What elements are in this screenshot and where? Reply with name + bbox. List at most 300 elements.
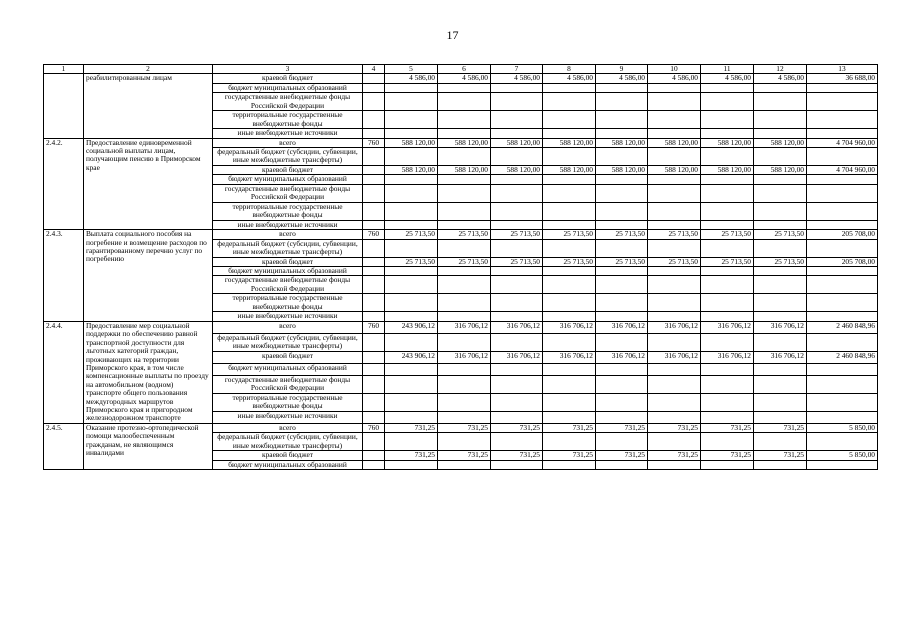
value-cell: 25 713,50 (438, 230, 491, 239)
value-cell: 2 460 848,96 (807, 351, 878, 363)
value-cell (701, 111, 754, 129)
value-cell: 5 850,00 (807, 423, 878, 432)
value-cell: 731,25 (754, 451, 807, 460)
measure-number: 2.4.2. (44, 138, 84, 230)
value-cell (701, 148, 754, 166)
value-cell (385, 83, 438, 92)
code-cell: 760 (363, 321, 385, 333)
value-cell (648, 239, 701, 257)
column-number: 3 (213, 65, 363, 74)
value-cell (491, 276, 543, 294)
value-cell: 731,25 (701, 423, 754, 432)
value-cell: 5 850,00 (807, 451, 878, 460)
value-cell: 588 120,00 (648, 166, 701, 175)
value-cell (543, 312, 596, 321)
value-cell (543, 363, 596, 375)
measure-name: Предоставление единовременной социальной выплаты лицам, получающим пенсию в Приморском крае (84, 138, 213, 230)
value-cell (385, 111, 438, 129)
value-cell: 588 120,00 (385, 166, 438, 175)
funding-source: бюджет муниципальных образований (213, 460, 363, 469)
value-cell (596, 294, 648, 312)
funding-source: краевой бюджет (213, 351, 363, 363)
code-cell (363, 148, 385, 166)
value-cell (807, 294, 878, 312)
value-cell (701, 239, 754, 257)
code-cell (363, 220, 385, 229)
value-cell (648, 312, 701, 321)
value-cell: 4 586,00 (596, 74, 648, 83)
value-cell (596, 175, 648, 184)
value-cell (385, 276, 438, 294)
table-row (44, 74, 878, 83)
value-cell (438, 202, 491, 220)
value-cell: 25 713,50 (491, 257, 543, 266)
value-cell (438, 184, 491, 202)
value-cell: 4 704 960,00 (807, 166, 878, 175)
value-cell: 25 713,50 (543, 230, 596, 239)
value-cell (385, 411, 438, 423)
value-cell (701, 411, 754, 423)
value-cell (596, 111, 648, 129)
value-cell (438, 93, 491, 111)
value-cell: 731,25 (385, 423, 438, 432)
value-cell: 316 706,12 (543, 351, 596, 363)
value-cell: 25 713,50 (596, 257, 648, 266)
value-cell (701, 129, 754, 138)
value-cell (491, 433, 543, 451)
value-cell: 731,25 (648, 451, 701, 460)
value-cell: 731,25 (701, 451, 754, 460)
value-cell (596, 312, 648, 321)
value-cell: 731,25 (491, 423, 543, 432)
value-cell (648, 363, 701, 375)
value-cell: 731,25 (438, 451, 491, 460)
funding-source: государственные внебюджетные фонды Российской Федерации (213, 93, 363, 111)
value-cell (807, 375, 878, 393)
code-cell (363, 433, 385, 451)
code-cell (363, 276, 385, 294)
column-number: 7 (491, 65, 543, 74)
funding-source: всего (213, 423, 363, 432)
value-cell: 316 706,12 (754, 351, 807, 363)
value-cell (385, 148, 438, 166)
value-cell: 243 906,12 (385, 351, 438, 363)
value-cell (385, 175, 438, 184)
value-cell (438, 111, 491, 129)
value-cell (543, 148, 596, 166)
value-cell (596, 375, 648, 393)
table-row (44, 138, 878, 147)
value-cell (701, 460, 754, 469)
value-cell (438, 267, 491, 276)
value-cell (543, 294, 596, 312)
value-cell (648, 411, 701, 423)
value-cell: 731,25 (754, 423, 807, 432)
value-cell (438, 83, 491, 92)
value-cell (648, 433, 701, 451)
value-cell: 731,25 (438, 423, 491, 432)
value-cell (491, 312, 543, 321)
value-cell (543, 276, 596, 294)
value-cell (596, 333, 648, 351)
value-cell (596, 93, 648, 111)
value-cell: 243 906,12 (385, 321, 438, 333)
value-cell (701, 393, 754, 411)
value-cell (543, 267, 596, 276)
code-cell (363, 166, 385, 175)
value-cell (754, 267, 807, 276)
value-cell (438, 239, 491, 257)
value-cell (385, 433, 438, 451)
value-cell (754, 239, 807, 257)
value-cell (701, 83, 754, 92)
value-cell (807, 333, 878, 351)
value-cell (596, 411, 648, 423)
budget-table (43, 64, 878, 470)
value-cell (754, 83, 807, 92)
funding-source: территориальные государственные внебюджетные фонды (213, 294, 363, 312)
value-cell (491, 267, 543, 276)
value-cell (807, 93, 878, 111)
value-cell: 4 704 960,00 (807, 138, 878, 147)
value-cell (648, 294, 701, 312)
value-cell: 4 586,00 (543, 74, 596, 83)
funding-source: иные внебюджетные источники (213, 411, 363, 423)
value-cell (807, 148, 878, 166)
value-cell: 588 120,00 (491, 138, 543, 147)
value-cell (438, 411, 491, 423)
value-cell (438, 220, 491, 229)
column-number: 12 (754, 65, 807, 74)
value-cell (543, 129, 596, 138)
value-cell (438, 460, 491, 469)
column-number: 8 (543, 65, 596, 74)
value-cell: 731,25 (543, 451, 596, 460)
value-cell (807, 184, 878, 202)
value-cell (807, 363, 878, 375)
code-cell (363, 411, 385, 423)
value-cell: 25 713,50 (491, 230, 543, 239)
code-cell (363, 393, 385, 411)
value-cell: 316 706,12 (648, 351, 701, 363)
value-cell (491, 294, 543, 312)
funding-source: краевой бюджет (213, 257, 363, 266)
measure-number: 2.4.3. (44, 230, 84, 322)
value-cell (807, 411, 878, 423)
measure-number: 2.4.5. (44, 423, 84, 469)
value-cell (385, 184, 438, 202)
value-cell (754, 111, 807, 129)
value-cell (754, 393, 807, 411)
value-cell: 25 713,50 (385, 257, 438, 266)
value-cell: 316 706,12 (491, 351, 543, 363)
value-cell (701, 294, 754, 312)
code-cell: 760 (363, 138, 385, 147)
value-cell (754, 175, 807, 184)
funding-source: краевой бюджет (213, 451, 363, 460)
table-row (44, 230, 878, 239)
value-cell (754, 202, 807, 220)
funding-source: территориальные государственные внебюджетные фонды (213, 393, 363, 411)
value-cell (648, 202, 701, 220)
value-cell (701, 363, 754, 375)
value-cell (438, 175, 491, 184)
value-cell (543, 83, 596, 92)
value-cell: 731,25 (491, 451, 543, 460)
code-cell (363, 460, 385, 469)
value-cell: 588 120,00 (701, 138, 754, 147)
code-cell (363, 451, 385, 460)
value-cell (701, 202, 754, 220)
value-cell (596, 148, 648, 166)
value-cell (807, 111, 878, 129)
value-cell (754, 460, 807, 469)
value-cell: 731,25 (385, 451, 438, 460)
value-cell: 316 706,12 (491, 321, 543, 333)
value-cell (543, 239, 596, 257)
code-cell (363, 74, 385, 83)
value-cell: 588 120,00 (596, 138, 648, 147)
value-cell (754, 375, 807, 393)
value-cell (648, 184, 701, 202)
value-cell (543, 333, 596, 351)
value-cell (543, 433, 596, 451)
value-cell (701, 433, 754, 451)
value-cell: 588 120,00 (648, 138, 701, 147)
funding-source: бюджет муниципальных образований (213, 267, 363, 276)
value-cell (491, 333, 543, 351)
value-cell: 205 708,00 (807, 230, 878, 239)
value-cell (754, 276, 807, 294)
value-cell (701, 276, 754, 294)
value-cell (807, 175, 878, 184)
value-cell (491, 202, 543, 220)
column-number: 2 (84, 65, 213, 74)
column-number: 5 (385, 65, 438, 74)
value-cell (596, 433, 648, 451)
funding-source: бюджет муниципальных образований (213, 175, 363, 184)
value-cell (438, 333, 491, 351)
value-cell: 731,25 (648, 423, 701, 432)
value-cell: 588 120,00 (754, 138, 807, 147)
code-cell (363, 351, 385, 363)
value-cell (491, 239, 543, 257)
value-cell: 588 120,00 (754, 166, 807, 175)
value-cell (807, 393, 878, 411)
funding-source: иные внебюджетные источники (213, 220, 363, 229)
funding-source: иные внебюджетные источники (213, 129, 363, 138)
value-cell: 2 460 848,96 (807, 321, 878, 333)
value-cell (438, 312, 491, 321)
funding-source: федеральный бюджет (субсидии, субвенции, иные межбюджетные трансферты) (213, 148, 363, 166)
value-cell (438, 294, 491, 312)
table-row (44, 321, 878, 333)
value-cell (385, 239, 438, 257)
value-cell (543, 375, 596, 393)
value-cell (648, 83, 701, 92)
funding-source: государственные внебюджетные фонды Российской Федерации (213, 184, 363, 202)
value-cell: 4 586,00 (701, 74, 754, 83)
value-cell (807, 239, 878, 257)
value-cell (491, 129, 543, 138)
column-number-row (44, 65, 878, 74)
measure-name: Оказание протезно-ортопедической помощи малообеспеченным гражданам, не являющимся инвалидами (84, 423, 213, 469)
value-cell (491, 220, 543, 229)
value-cell (491, 111, 543, 129)
value-cell (701, 333, 754, 351)
value-cell (438, 148, 491, 166)
value-cell (701, 184, 754, 202)
code-cell (363, 111, 385, 129)
column-number: 11 (701, 65, 754, 74)
value-cell (701, 267, 754, 276)
code-cell (363, 129, 385, 138)
value-cell (385, 375, 438, 393)
funding-source: территориальные государственные внебюджетные фонды (213, 111, 363, 129)
value-cell (543, 202, 596, 220)
value-cell (491, 93, 543, 111)
value-cell (385, 129, 438, 138)
value-cell: 4 586,00 (438, 74, 491, 83)
value-cell: 25 713,50 (701, 257, 754, 266)
value-cell (807, 276, 878, 294)
code-cell (363, 184, 385, 202)
value-cell: 588 120,00 (543, 166, 596, 175)
value-cell (385, 202, 438, 220)
value-cell (648, 333, 701, 351)
funding-source: государственные внебюджетные фонды Российской Федерации (213, 276, 363, 294)
value-cell: 316 706,12 (754, 321, 807, 333)
value-cell: 25 713,50 (385, 230, 438, 239)
code-cell (363, 202, 385, 220)
value-cell (385, 333, 438, 351)
value-cell (596, 363, 648, 375)
measure-number: 2.4.4. (44, 321, 84, 423)
funding-source: территориальные государственные внебюджетные фонды (213, 202, 363, 220)
value-cell (807, 83, 878, 92)
value-cell (385, 363, 438, 375)
funding-source: государственные внебюджетные фонды Российской Федерации (213, 375, 363, 393)
value-cell (754, 220, 807, 229)
value-cell: 4 586,00 (385, 74, 438, 83)
value-cell (596, 460, 648, 469)
value-cell (701, 220, 754, 229)
value-cell (648, 375, 701, 393)
value-cell (543, 111, 596, 129)
value-cell (438, 129, 491, 138)
value-cell (807, 433, 878, 451)
value-cell (543, 393, 596, 411)
value-cell (807, 312, 878, 321)
value-cell (701, 175, 754, 184)
value-cell: 4 586,00 (648, 74, 701, 83)
value-cell: 731,25 (596, 423, 648, 432)
table-row (44, 423, 878, 432)
funding-source: краевой бюджет (213, 166, 363, 175)
value-cell (754, 184, 807, 202)
value-cell (648, 175, 701, 184)
funding-source: всего (213, 321, 363, 333)
column-number: 13 (807, 65, 878, 74)
value-cell: 205 708,00 (807, 257, 878, 266)
value-cell: 25 713,50 (596, 230, 648, 239)
value-cell (438, 363, 491, 375)
column-number: 6 (438, 65, 491, 74)
value-cell: 588 120,00 (438, 166, 491, 175)
code-cell (363, 294, 385, 312)
value-cell (438, 276, 491, 294)
value-cell (438, 393, 491, 411)
code-cell: 760 (363, 423, 385, 432)
value-cell: 25 713,50 (754, 230, 807, 239)
value-cell: 588 120,00 (701, 166, 754, 175)
value-cell (754, 93, 807, 111)
measure-name: Выплата социального пособия на погребение и возмещение расходов по гарантированному перечню услуг по погребению (84, 230, 213, 322)
funding-source: иные внебюджетные источники (213, 312, 363, 321)
value-cell: 25 713,50 (438, 257, 491, 266)
value-cell (701, 93, 754, 111)
value-cell: 25 713,50 (754, 257, 807, 266)
value-cell (543, 184, 596, 202)
value-cell (491, 363, 543, 375)
value-cell: 588 120,00 (491, 166, 543, 175)
value-cell (543, 220, 596, 229)
value-cell (754, 312, 807, 321)
value-cell (648, 93, 701, 111)
page-number: 17 (446, 28, 459, 42)
value-cell: 588 120,00 (543, 138, 596, 147)
value-cell (385, 393, 438, 411)
value-cell (648, 129, 701, 138)
funding-source: всего (213, 230, 363, 239)
value-cell (491, 460, 543, 469)
funding-source: федеральный бюджет (субсидии, субвенции, иные межбюджетные трансферты) (213, 333, 363, 351)
value-cell (648, 460, 701, 469)
value-cell (385, 267, 438, 276)
value-cell: 316 706,12 (701, 351, 754, 363)
value-cell (596, 202, 648, 220)
value-cell: 316 706,12 (596, 351, 648, 363)
value-cell (596, 184, 648, 202)
value-cell: 25 713,50 (543, 257, 596, 266)
measure-name: реабилитированным лицам (84, 74, 213, 138)
code-cell (363, 257, 385, 266)
value-cell (491, 393, 543, 411)
value-cell (543, 411, 596, 423)
value-cell (543, 175, 596, 184)
value-cell (385, 312, 438, 321)
value-cell (807, 460, 878, 469)
value-cell: 731,25 (543, 423, 596, 432)
value-cell (807, 220, 878, 229)
value-cell (807, 267, 878, 276)
value-cell (807, 129, 878, 138)
value-cell (385, 220, 438, 229)
value-cell (701, 312, 754, 321)
value-cell (648, 393, 701, 411)
value-cell (491, 148, 543, 166)
value-cell (438, 433, 491, 451)
column-number: 10 (648, 65, 701, 74)
value-cell: 316 706,12 (701, 321, 754, 333)
value-cell (543, 93, 596, 111)
funding-source: федеральный бюджет (субсидии, субвенции, иные межбюджетные трансферты) (213, 239, 363, 257)
value-cell (385, 460, 438, 469)
value-cell: 25 713,50 (648, 230, 701, 239)
column-number: 9 (596, 65, 648, 74)
value-cell: 25 713,50 (648, 257, 701, 266)
value-cell: 316 706,12 (543, 321, 596, 333)
